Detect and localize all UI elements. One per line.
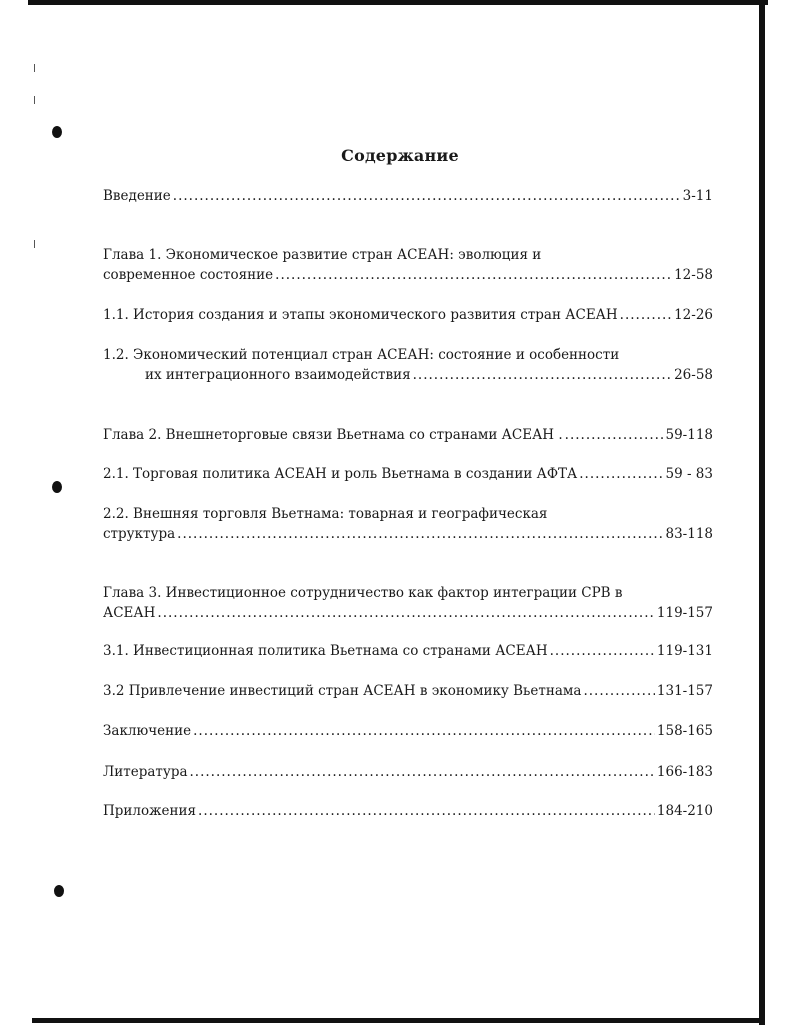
toc-entry-section-2-1 bbox=[103, 464, 713, 484]
toc-leader-dots bbox=[198, 801, 655, 821]
toc-label: Приложения bbox=[103, 803, 197, 819]
toc-label: Глава 2. Внешнеторговые связи Вьетнама со странами АСЕАН . bbox=[103, 427, 563, 443]
toc-entry-section-2-2 bbox=[103, 504, 713, 544]
punch-hole-mark bbox=[52, 126, 62, 138]
toc-label: 3.2 Привлечение инвестиций стран АСЕАН в экономику Вьетнама bbox=[103, 683, 582, 699]
toc-leader-dots bbox=[177, 524, 663, 544]
toc-leader-dots bbox=[193, 721, 655, 741]
toc-leader-dots bbox=[190, 762, 655, 782]
toc-label: 2.1. Торговая политика АСЕАН и роль Вьетнама в создании АФТА bbox=[103, 466, 578, 482]
toc-label: Заключение bbox=[103, 723, 192, 739]
toc-leader-dots bbox=[565, 425, 664, 445]
scan-border-top bbox=[28, 0, 768, 5]
toc-label: АСЕАН bbox=[103, 605, 156, 621]
toc-leader-dots bbox=[550, 641, 655, 661]
scan-border-bottom bbox=[32, 1018, 765, 1023]
toc-entry-chapter-1 bbox=[103, 245, 713, 285]
page-title: Содержание bbox=[341, 146, 459, 165]
toc-label: Введение bbox=[103, 188, 171, 204]
toc-label-line: 2.2. Внешняя торговля Вьетнама: товарная и географическая bbox=[103, 506, 548, 522]
toc-entry-appendix bbox=[103, 801, 713, 821]
scan-speck bbox=[34, 64, 35, 72]
toc-entry-conclusion bbox=[103, 721, 713, 741]
toc-leader-dots bbox=[173, 186, 681, 206]
punch-hole-mark bbox=[52, 481, 62, 493]
toc-entry-intro bbox=[103, 186, 713, 206]
toc-entry-section-3-2 bbox=[103, 681, 713, 701]
toc-label-line: 1.2. Экономический потенциал стран АСЕАН: состояние и особенности bbox=[103, 347, 620, 363]
toc-label: современное состояние bbox=[103, 267, 274, 283]
scan-speck bbox=[34, 96, 35, 104]
toc-pages: 12-26 bbox=[674, 307, 713, 323]
toc-pages: 119-131 bbox=[656, 643, 713, 659]
toc-label: Литература bbox=[103, 764, 188, 780]
toc-entry-chapter-2 bbox=[103, 425, 713, 445]
toc-label: их интеграционного взаимодействия bbox=[145, 367, 411, 383]
toc-leader-dots bbox=[275, 265, 672, 285]
toc-pages: 83-118 bbox=[665, 526, 713, 542]
toc-pages: 12-58 bbox=[674, 267, 713, 283]
toc-label-line: Глава 1. Экономическое развитие стран АСЕАН: эволюция и bbox=[103, 247, 542, 263]
toc-entry-section-3-1 bbox=[103, 641, 713, 661]
toc-label: 1.1. История создания и этапы экономического развития стран АСЕАН bbox=[103, 307, 618, 323]
toc-pages: 166-183 bbox=[656, 764, 713, 780]
toc-pages: 184-210 bbox=[656, 803, 713, 819]
toc-label: структура bbox=[103, 526, 176, 542]
toc-pages: 131-157 bbox=[656, 683, 713, 699]
toc-leader-dots bbox=[583, 681, 654, 701]
toc-pages: 119-157 bbox=[656, 605, 713, 621]
toc-label-line: Глава 3. Инвестиционное сотрудничество как фактор интеграции СРВ в bbox=[103, 585, 623, 601]
toc-leader-dots bbox=[413, 365, 672, 385]
toc-leader-dots bbox=[157, 603, 654, 623]
toc-label: 3.1. Инвестиционная политика Вьетнама со странами АСЕАН bbox=[103, 643, 548, 659]
toc-entry-section-1-2 bbox=[103, 345, 713, 385]
toc-entry-literature bbox=[103, 762, 713, 782]
toc-leader-dots bbox=[579, 464, 663, 484]
toc-pages: 59-118 bbox=[665, 427, 713, 443]
toc-pages: 158-165 bbox=[656, 723, 713, 739]
toc-pages: 26-58 bbox=[674, 367, 713, 383]
scan-speck bbox=[34, 240, 35, 248]
punch-hole-mark bbox=[54, 885, 64, 897]
toc-pages: 3-11 bbox=[682, 188, 713, 204]
toc-entry-chapter-3 bbox=[103, 583, 713, 623]
toc-leader-dots bbox=[620, 305, 672, 325]
toc-pages: 59 - 83 bbox=[665, 466, 713, 482]
toc-entry-section-1-1 bbox=[103, 305, 713, 325]
